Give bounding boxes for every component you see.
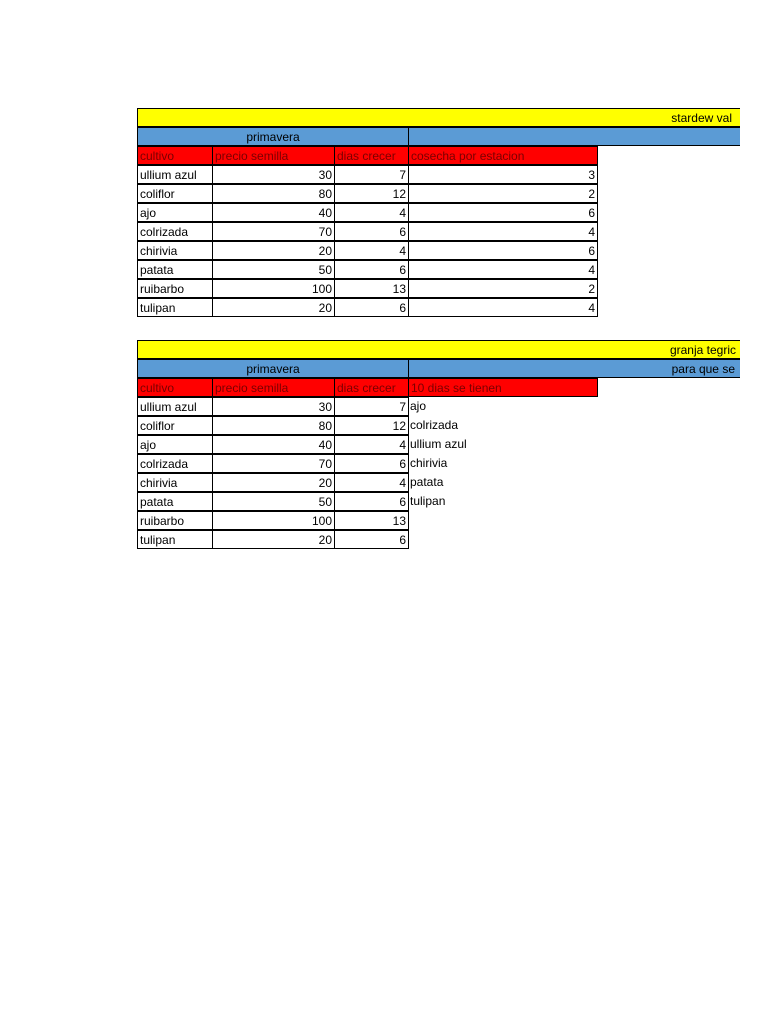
table-row xyxy=(137,416,740,435)
cell-diez-dias[interactable] xyxy=(408,530,598,549)
cell-cultivo[interactable]: patata xyxy=(137,492,213,511)
cell-precio-semilla[interactable]: 80 xyxy=(212,416,335,435)
cell-diez-dias[interactable]: ajo xyxy=(410,399,427,413)
table-row xyxy=(137,184,740,203)
cell-dias-crecer[interactable]: 7 xyxy=(334,397,409,416)
cell-dias-crecer[interactable]: 13 xyxy=(334,279,409,298)
table2-section-para-que[interactable]: para que se xyxy=(408,359,740,378)
cell-diez-dias[interactable]: patata xyxy=(410,475,444,489)
table1-title[interactable]: stardew val xyxy=(137,108,740,127)
table-row xyxy=(137,397,740,416)
table-row xyxy=(137,492,740,511)
table1-header-cultivo[interactable]: cultivo xyxy=(137,146,213,165)
cell-cultivo[interactable]: ajo xyxy=(137,203,213,222)
table-row xyxy=(137,222,740,241)
cell-precio-semilla[interactable]: 100 xyxy=(212,511,335,530)
cell-cultivo[interactable]: patata xyxy=(137,260,213,279)
table-row xyxy=(137,298,740,317)
table-row xyxy=(137,511,740,530)
cell-cultivo[interactable]: colrizada xyxy=(137,222,213,241)
cell-dias-crecer[interactable]: 6 xyxy=(334,260,409,279)
table1-header-precio[interactable]: precio semilla xyxy=(212,146,335,165)
table1-section-blank[interactable] xyxy=(408,127,740,146)
cell-cultivo[interactable]: coliflor xyxy=(137,184,213,203)
table2-section-primavera[interactable]: primavera xyxy=(137,359,409,378)
cell-cosecha[interactable]: 3 xyxy=(408,165,598,184)
table-row xyxy=(137,203,740,222)
cell-precio-semilla[interactable]: 20 xyxy=(212,241,335,260)
cell-dias-crecer[interactable]: 13 xyxy=(334,511,409,530)
cell-dias-crecer[interactable]: 6 xyxy=(334,454,409,473)
cell-cosecha[interactable]: 6 xyxy=(408,241,598,260)
cell-precio-semilla[interactable]: 70 xyxy=(212,222,335,241)
cell-dias-crecer[interactable]: 4 xyxy=(334,241,409,260)
cell-precio-semilla[interactable]: 30 xyxy=(212,397,335,416)
table-row xyxy=(137,260,740,279)
cell-precio-semilla[interactable]: 40 xyxy=(212,203,335,222)
cell-precio-semilla[interactable]: 20 xyxy=(212,298,335,317)
cell-dias-crecer[interactable]: 7 xyxy=(334,165,409,184)
cell-cosecha[interactable]: 4 xyxy=(408,298,598,317)
table2-title[interactable]: granja tegric xyxy=(137,340,740,359)
cell-dias-crecer[interactable]: 4 xyxy=(334,435,409,454)
cell-cultivo[interactable]: coliflor xyxy=(137,416,213,435)
table-row xyxy=(137,279,740,298)
cell-cultivo[interactable]: tulipan xyxy=(137,298,213,317)
cell-precio-semilla[interactable]: 40 xyxy=(212,435,335,454)
table2-header-precio[interactable]: precio semilla xyxy=(212,378,335,397)
table-row xyxy=(137,241,740,260)
table1-header-dias[interactable]: dias crecer xyxy=(334,146,409,165)
cell-cultivo[interactable]: chirivia xyxy=(137,473,213,492)
table1-header-cosecha[interactable]: cosecha por estacion xyxy=(408,146,598,165)
cell-cosecha[interactable]: 2 xyxy=(408,184,598,203)
cell-cultivo[interactable]: tulipan xyxy=(137,530,213,549)
cell-cultivo[interactable]: ullium azul xyxy=(137,397,213,416)
cell-dias-crecer[interactable]: 4 xyxy=(334,203,409,222)
cell-cosecha[interactable]: 2 xyxy=(408,279,598,298)
cell-dias-crecer[interactable]: 6 xyxy=(334,298,409,317)
cell-cultivo[interactable]: chirivia xyxy=(137,241,213,260)
table-row xyxy=(137,435,740,454)
cell-precio-semilla[interactable]: 50 xyxy=(212,260,335,279)
cell-precio-semilla[interactable]: 80 xyxy=(212,184,335,203)
cell-cosecha[interactable]: 4 xyxy=(408,260,598,279)
cell-cosecha[interactable]: 6 xyxy=(408,203,598,222)
cell-cosecha[interactable]: 4 xyxy=(408,222,598,241)
cell-cultivo[interactable]: ruibarbo xyxy=(137,279,213,298)
cell-precio-semilla[interactable]: 50 xyxy=(212,492,335,511)
cell-dias-crecer[interactable]: 4 xyxy=(334,473,409,492)
cell-cultivo[interactable]: ajo xyxy=(137,435,213,454)
cell-dias-crecer[interactable]: 6 xyxy=(334,492,409,511)
table2-header-dias[interactable]: dias crecer xyxy=(334,378,409,397)
table2-header-diez-dias[interactable]: 10 dias se tienen xyxy=(408,378,598,397)
cell-diez-dias[interactable]: tulipan xyxy=(410,494,446,508)
cell-dias-crecer[interactable]: 12 xyxy=(334,416,409,435)
table-granja xyxy=(137,340,740,556)
table2-header-cultivo[interactable]: cultivo xyxy=(137,378,213,397)
table-row xyxy=(137,530,740,549)
cell-dias-crecer[interactable]: 6 xyxy=(334,530,409,549)
table-row xyxy=(137,473,740,492)
cell-cultivo[interactable]: ullium azul xyxy=(137,165,213,184)
cell-cultivo[interactable]: ruibarbo xyxy=(137,511,213,530)
cell-precio-semilla[interactable]: 20 xyxy=(212,530,335,549)
cell-precio-semilla[interactable]: 70 xyxy=(212,454,335,473)
table-row xyxy=(137,165,740,184)
table-stardew xyxy=(137,108,740,323)
table-row xyxy=(137,454,740,473)
table1-section-primavera[interactable]: primavera xyxy=(137,127,409,146)
cell-precio-semilla[interactable]: 30 xyxy=(212,165,335,184)
cell-diez-dias[interactable]: colrizada xyxy=(410,418,459,432)
cell-cultivo[interactable]: colrizada xyxy=(137,454,213,473)
cell-diez-dias[interactable]: ullium azul xyxy=(410,437,467,451)
cell-precio-semilla[interactable]: 100 xyxy=(212,279,335,298)
cell-dias-crecer[interactable]: 12 xyxy=(334,184,409,203)
cell-diez-dias[interactable]: chirivia xyxy=(410,456,448,470)
cell-precio-semilla[interactable]: 20 xyxy=(212,473,335,492)
cell-diez-dias[interactable] xyxy=(408,511,598,530)
cell-dias-crecer[interactable]: 6 xyxy=(334,222,409,241)
